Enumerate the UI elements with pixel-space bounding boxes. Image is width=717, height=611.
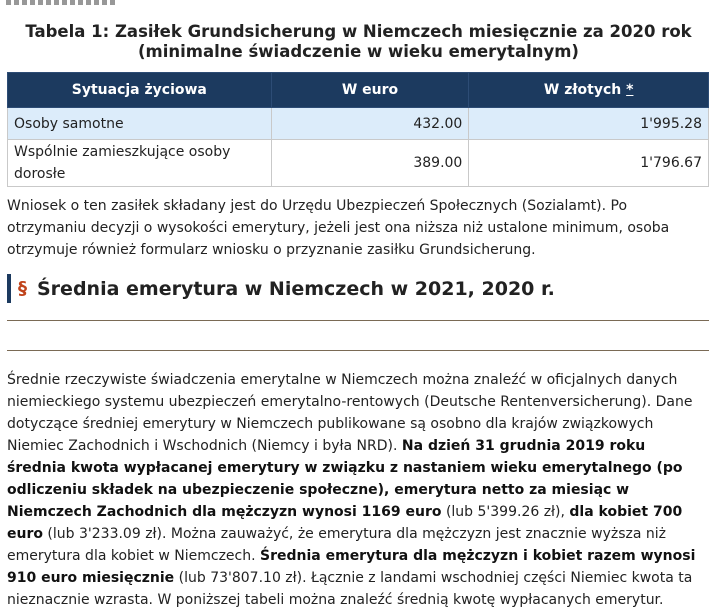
text-run: Średnie rzeczywiste świadczenia emerytalne w Niemczech można znaleźć w oficjalnych danych niemieckiego systemu ubezpieczeń emerytalno-rentowych (Deutsche Rentenversicherung). Dane dotyczące średniej emerytury w Niemczech publikowane są osobno dla krajów związkowych Niemiec Zachodnich i Wschodnich (Niemcy i była NRD). xyxy=(7,372,693,454)
header-euro: W euro xyxy=(271,73,469,108)
bold-run: dla kobiet 700 euro xyxy=(7,504,683,542)
section-title: Średnia emerytura w Niemczech w 2021, 2020 r. xyxy=(37,277,555,300)
cell-euro: 389.00 xyxy=(271,140,469,187)
cell-pln: 1'796.67 xyxy=(469,140,709,187)
table-row xyxy=(8,140,709,187)
header-pln xyxy=(469,73,709,108)
divider xyxy=(7,350,709,351)
divider xyxy=(7,320,709,321)
cell-situation: Wspólnie zamieszkujące osoby dorosłe xyxy=(8,140,272,187)
table-title xyxy=(0,22,717,61)
table-title-line1: Tabela 1: Zasiłek Grundsicherung w Niemczech miesięcznie za 2020 rok xyxy=(25,22,692,41)
paragraph-symbol-icon: § xyxy=(18,278,27,299)
cell-euro: 432.00 xyxy=(271,108,469,140)
table-row xyxy=(8,108,709,140)
text-run: (lub 5'399.26 zł), xyxy=(441,504,570,520)
average-pension-paragraph xyxy=(7,369,707,611)
header-pln-label: W złotych xyxy=(543,82,622,98)
cell-pln: 1'995.28 xyxy=(469,108,709,140)
pln-footnote-link[interactable]: * xyxy=(626,82,634,98)
cell-situation: Osoby samotne xyxy=(8,108,272,140)
table-title-line2: (minimalne świadczenie w wieku emerytalnym) xyxy=(138,41,579,61)
header-situation: Sytuacja życiowa xyxy=(8,73,272,108)
table-header-row xyxy=(8,73,709,108)
application-paragraph: Wniosek o ten zasiłek składany jest do Urzędu Ubezpieczeń Społecznych (Sozialamt). Po otrzymaniu decyzji o wysokości emerytury, jeżeli jest ona niższa niż ustalone minimum, osoba otrzymuje również formularz wniosku o przyznanie zasiłku Grundsicherung. xyxy=(7,198,670,258)
bold-run: Na dzień 31 grudnia 2019 roku średnia kwota wypłacanej emerytury w związku z nastaniem wieku emerytalnego (po odliczeniu składek na ubezpieczenie społeczne), emerytura netto za miesiąc w Niemczech Zachodnich dla mężczyzn wynosi 1169 euro xyxy=(7,438,683,520)
pension-table xyxy=(7,72,709,187)
section-accent-bar xyxy=(7,274,11,303)
bold-run: Średnia emerytura dla mężczyzn i kobiet razem wynosi 910 euro miesięcznie xyxy=(7,548,696,586)
text-run: (lub 3'233.09 zł). Można zauważyć, że emerytura dla mężczyzn jest znacznie wyższa niż emerytura dla kobiet w Niemczech. xyxy=(7,526,666,564)
section-heading xyxy=(7,274,707,303)
text-run: (lub 73'807.10 zł). Łącznie z landami wschodniej części Niemiec kwota ta nieznacznie wzrasta. W poniższej tabeli można znaleźć średnią kwotę wypłacanych emerytur. xyxy=(7,570,693,608)
cropped-text-remnant xyxy=(6,0,116,5)
